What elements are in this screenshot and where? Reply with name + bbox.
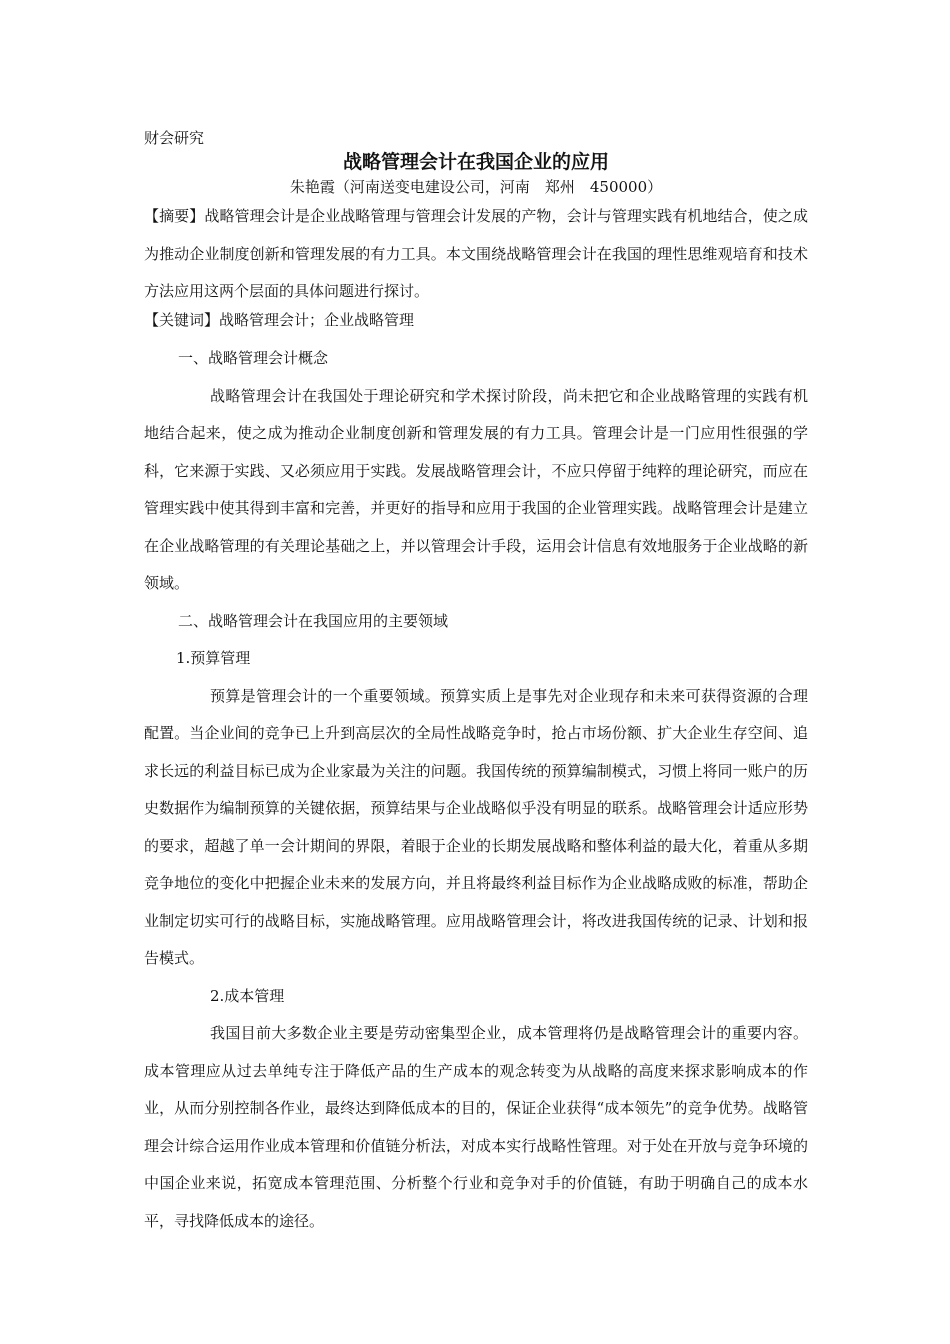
subsection-heading-cost: 2.成本管理 bbox=[210, 986, 285, 1005]
abstract-paragraph: 【摘要】战略管理会计是企业战略管理与管理会计发展的产物，会计与管理实践有机地结合，使之成为推动企业制度创新和管理发展的有力工具。本文围绕战略管理会计在我国的理性思维观培育和技术方法应用这两个层面的具体问题进行探讨。 bbox=[144, 207, 808, 300]
body-paragraph-3: 我国目前大多数企业主要是劳动密集型企业，成本管理将仍是战略管理会计的重要内容。成本管理应从过去单纯专注于降低产品的生产成本的观念转变为从战略的高度来探求影响成本的作业，从而分别控制各作业，最终达到降低成本的目的，保证企业获得“成本领先”的竞争优势。战略管理会计综合运用作业成本管理和价值链分析法，对成本实行战略性管理。对于处在开放与竞争环境的中国企业来说，拓宽成本管理范围、分析整个行业和竞争对手的价值链，有助于明确自己的成本水平，寻找降低成本的途径。 bbox=[144, 1024, 808, 1230]
subsection-heading-budget: 1.预算管理 bbox=[176, 649, 251, 667]
author-line: 朱艳霞（河南送变电建设公司，河南 郑州 450000） bbox=[289, 178, 663, 196]
section-heading-2: 二、战略管理会计在我国应用的主要领域 bbox=[178, 611, 449, 630]
article-body bbox=[144, 340, 808, 1240]
category-label: 财会研究 bbox=[144, 129, 205, 147]
section-heading-1: 一、战略管理会计概念 bbox=[178, 349, 329, 367]
body-paragraph-2: 预算是管理会计的一个重要领域。预算实质上是事先对企业现存和未来可获得资源的合理配置。当企业间的竞争已上升到高层次的全局性战略竞争时，抢占市场份额、扩大企业生存空间、追求长远的利益目标已成为企业家最为关注的问题。我国传统的预算编制模式，习惯上将同一账户的历史数据作为编制预算的关键依据，预算结果与企业战略似乎没有明显的联系。战略管理会计适应形势的要求，超越了单一会计期间的界限，着眼于企业的长期发展战略和整体利益的最大化，着重从多期竞争地位的变化中把握企业未来的发展方向，并且将最终利益目标作为企业战略成败的标准，帮助企业制定切实可行的战略目标，实施战略管理。应用战略管理会计，将改进我国传统的记录、计划和报告模式。 bbox=[144, 686, 808, 967]
article-title: 战略管理会计在我国企业的应用 bbox=[342, 151, 609, 173]
keywords-line: 【关键词】战略管理会计；企业战略管理 bbox=[144, 311, 415, 329]
body-paragraph-1: 战略管理会计在我国处于理论研究和学术探讨阶段，尚未把它和企业战略管理的实践有机地结合起来，使之成为推动企业制度创新和管理发展的有力工具。管理会计是一门应用性很强的学科，它来源于实践、又必须应用于实践。发展战略管理会计，不应只停留于纯粹的理论研究，而应在管理实践中使其得到丰富和完善，并更好的指导和应用于我国的企业管理实践。战略管理会计是建立在企业战略管理的有关理论基础之上，并以管理会计手段，运用会计信息有效地服务于企业战略的新领域。 bbox=[144, 386, 808, 592]
